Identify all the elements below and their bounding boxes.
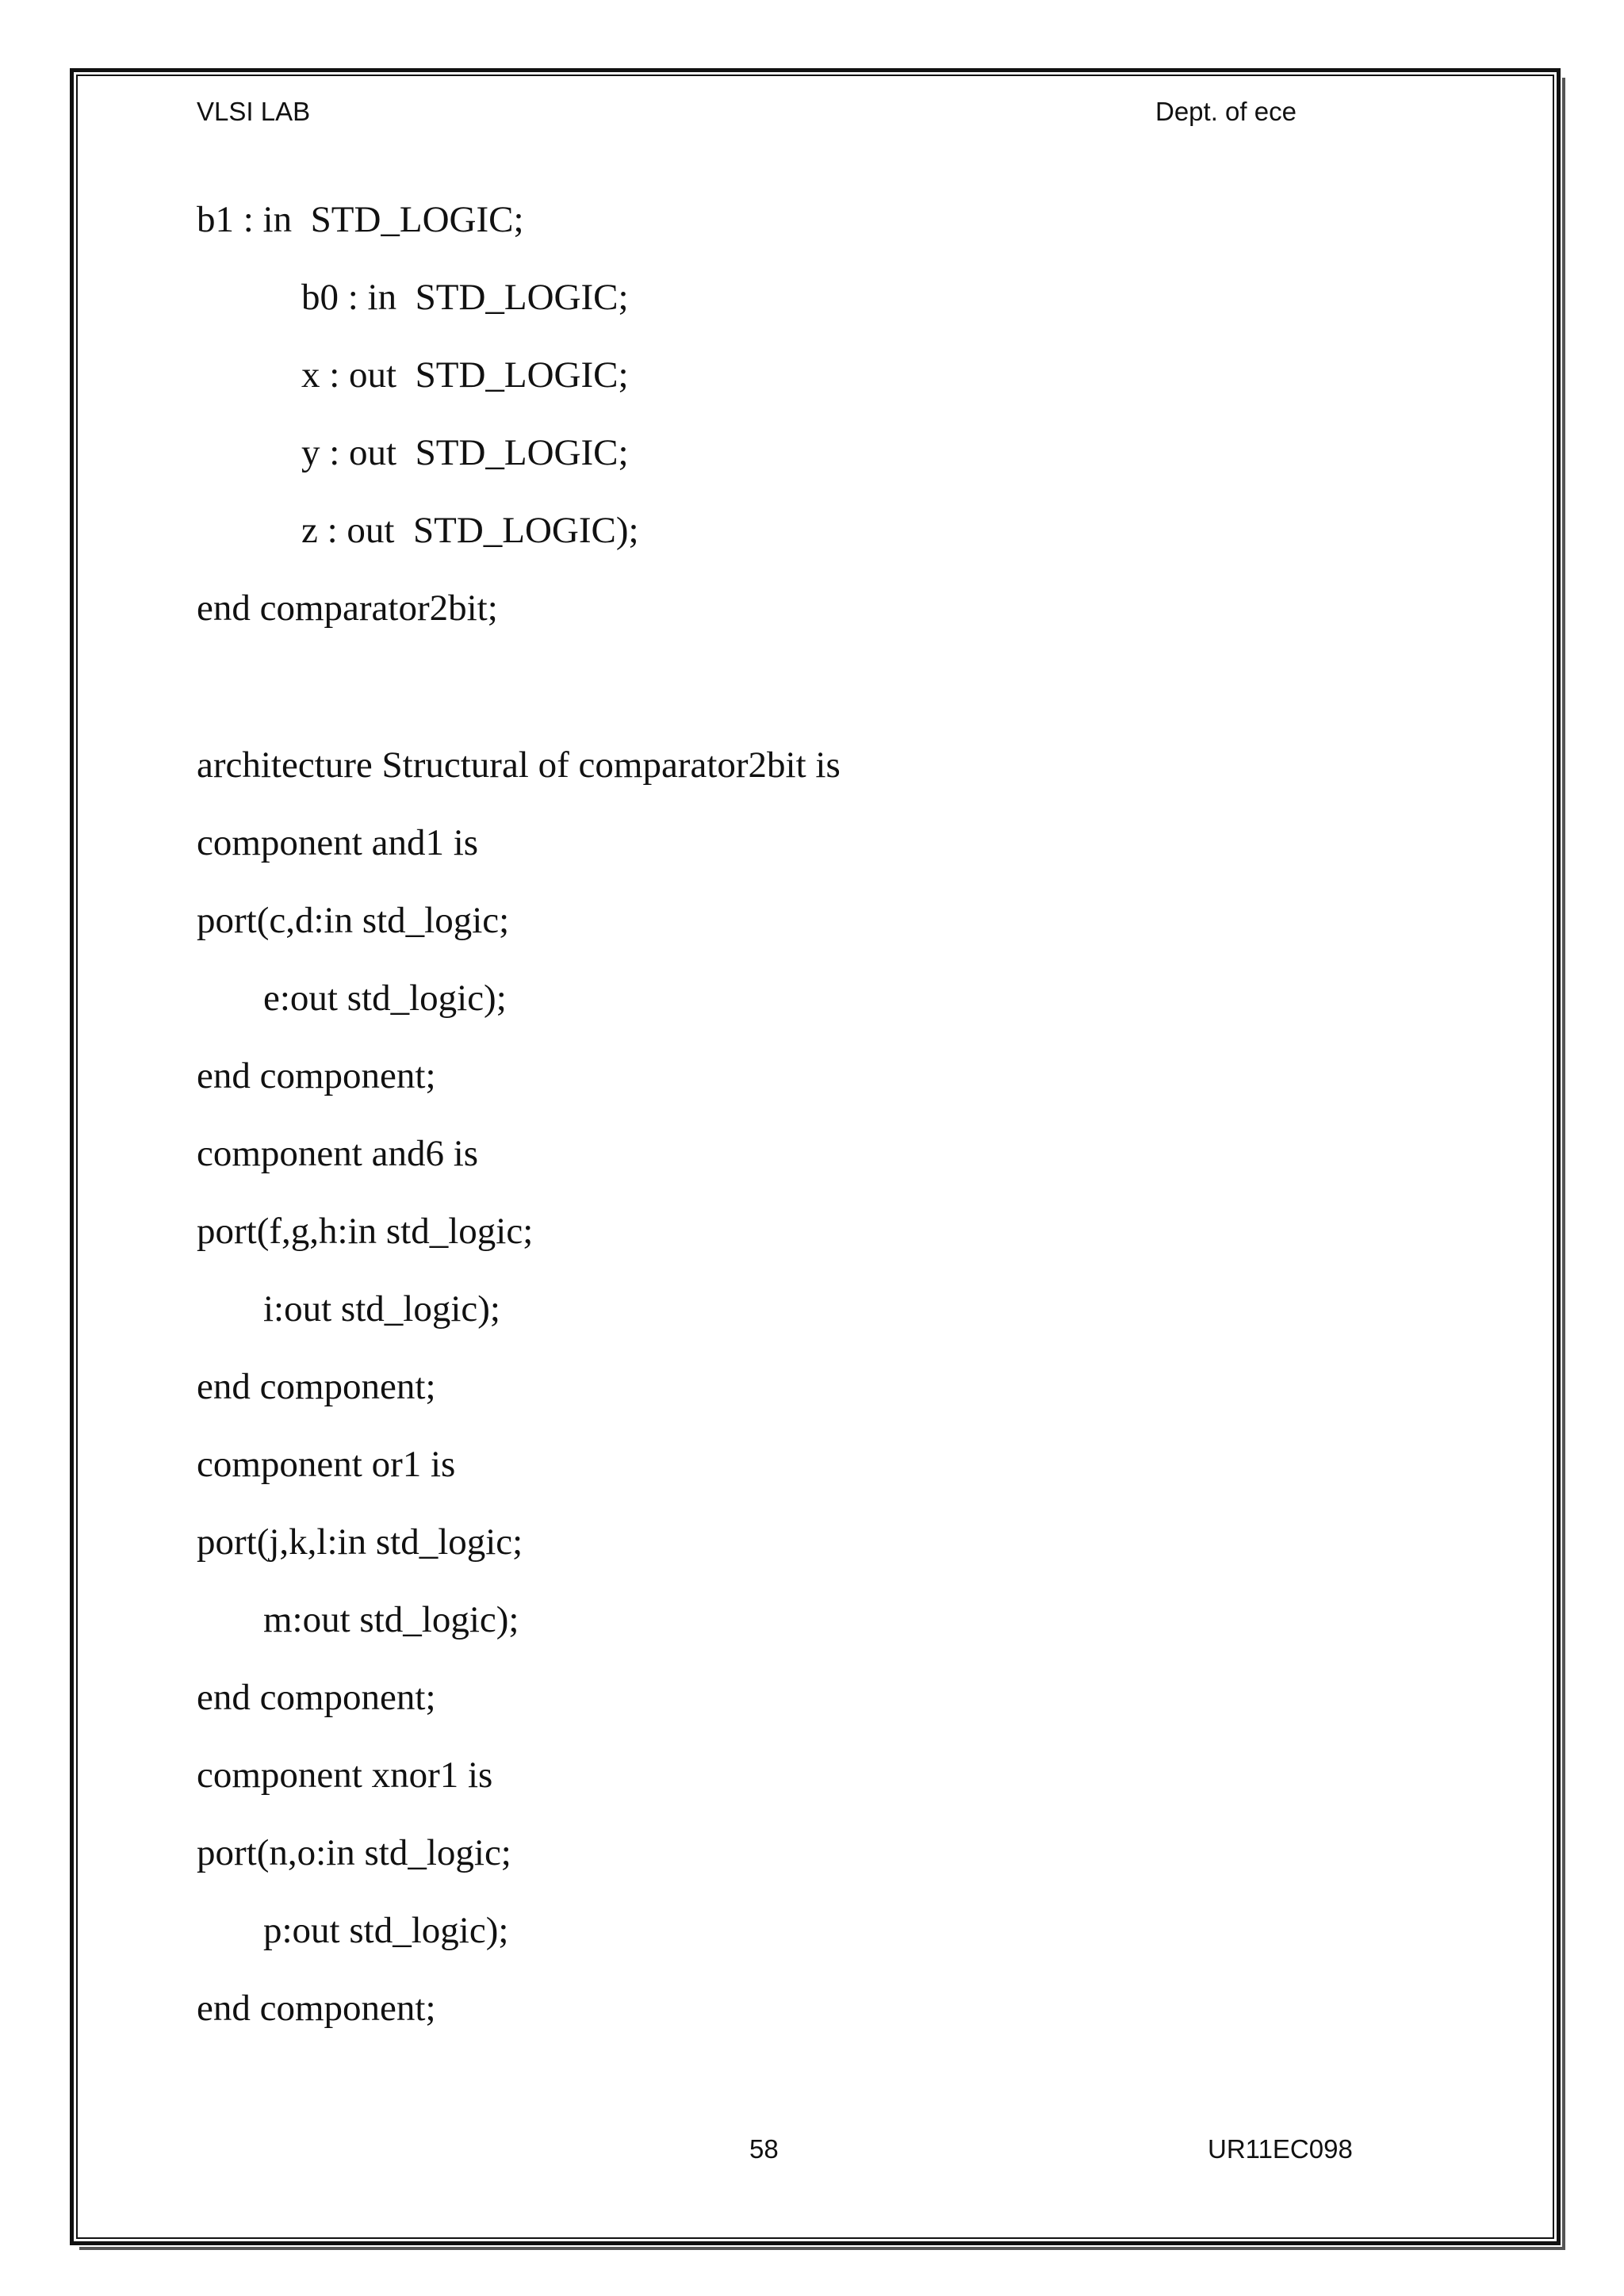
code-line: z : out STD_LOGIC); [301, 510, 639, 551]
code-line: b1 : in STD_LOGIC; [197, 199, 524, 240]
code-line: component and1 is [197, 822, 479, 863]
code-line: y : out STD_LOGIC; [301, 432, 629, 473]
code-line: m:out std_logic); [263, 1599, 519, 1640]
code-line: component or1 is [197, 1444, 456, 1485]
code-line: port(c,d:in std_logic; [197, 900, 510, 941]
roll-number: UR11EC098 [1208, 2134, 1353, 2164]
code-line: i:out std_logic); [263, 1288, 500, 1330]
code-line: end component; [197, 1366, 436, 1407]
code-line: architecture Structural of comparator2bit is [197, 744, 841, 786]
code-line: e:out std_logic); [263, 978, 507, 1019]
page-number: 58 [749, 2134, 779, 2164]
header-department: Dept. of ece [1155, 97, 1297, 126]
header-lab-title: VLSI LAB [197, 97, 311, 126]
code-line: end component; [197, 1055, 436, 1096]
code-line: end component; [197, 1988, 436, 2029]
code-line: b0 : in STD_LOGIC; [301, 277, 629, 318]
code-line: end comparator2bit; [197, 587, 498, 629]
code-line: component xnor1 is [197, 1755, 493, 1796]
code-line: port(n,o:in std_logic; [197, 1832, 511, 1873]
code-line: x : out STD_LOGIC; [301, 354, 629, 396]
code-line: p:out std_logic); [263, 1910, 509, 1951]
code-line: port(j,k,l:in std_logic; [197, 1521, 523, 1563]
code-line: port(f,g,h:in std_logic; [197, 1211, 534, 1252]
code-line: end component; [197, 1677, 436, 1718]
code-line: component and6 is [197, 1133, 479, 1174]
